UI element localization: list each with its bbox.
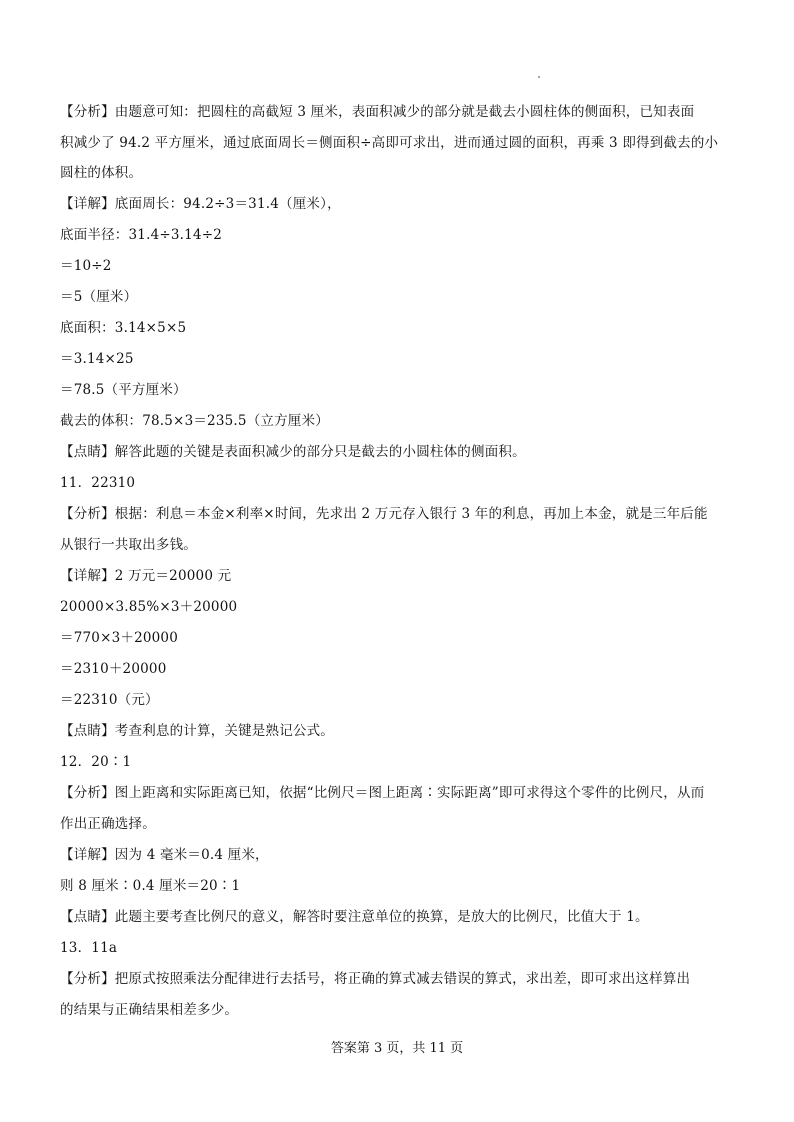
scan-speck [538,76,540,78]
text-line: 【分析】根据：利息＝本金×利率×时间，先求出 2 万元存入银行 3 年的利息，再加上本金，就是三年后能 [60,506,708,522]
text-line: 【详解】底面周长：94.2÷3＝31.4（厘米）， [60,196,341,212]
text-line: 作出正确选择。 [60,816,156,832]
answer-number: 12．20∶1 [60,754,132,770]
text-line: 的结果与正确结果相差多少。 [60,1002,239,1018]
text-line: 底面半径：31.4÷3.14÷2 [60,227,223,243]
text-line: ＝78.5（平方厘米） [60,382,187,398]
text-line: 底面积：3.14×5×5 [60,320,187,336]
text-line: 圆柱的体积。 [60,165,143,181]
text-line: 截去的体积：78.5×3＝235.5（立方厘米） [60,413,329,429]
text-line: 从银行一共取出多钱。 [60,537,197,553]
text-line: ＝10÷2 [60,258,112,274]
text-line: 【详解】因为 4 毫米＝0.4 厘米， [60,847,269,863]
text-line: 【点睛】此题主要考查比例尺的意义，解答时要注意单位的换算，是放大的比例尺，比值大于 1。 [60,909,649,925]
answer-number: 13．11a [60,940,118,956]
text-line: ＝5（厘米） [60,289,138,305]
text-line: 则 8 厘米∶0.4 厘米＝20∶1 [60,878,241,894]
text-line: 【分析】把原式按照乘法分配律进行去括号，将正确的算式减去错误的算式，求出差，即可求出这样算出 [60,971,691,987]
text-line: 【详解】2 万元＝20000 元 [60,568,232,584]
text-line: 20000×3.85%×3＋20000 [60,599,238,615]
text-line: ＝3.14×25 [60,351,134,367]
text-line: ＝2310＋20000 [60,661,167,677]
text-line: ＝22310（元） [60,692,159,708]
text-line: 【分析】图上距离和实际距离已知，依据“比例尺＝图上距离∶实际距离”即可求得这个零件的比例尺，从而 [60,785,705,801]
text-line: 【点睛】考查利息的计算，关键是熟记公式。 [60,723,334,739]
answer-number: 11．22310 [60,475,136,491]
text-line: 【分析】由题意可知：把圆柱的高截短 3 厘米，表面积减少的部分就是截去小圆柱体的侧面积，已知表面 [60,104,695,120]
text-line: ＝770×3＋20000 [60,630,179,646]
text-line: 【点睛】解答此题的关键是表面积减少的部分只是截去的小圆柱体的侧面积。 [60,444,526,460]
page-footer: 答案第 3 页，共 11 页 [330,1041,464,1056]
text-line: 积减少了 94.2 平方厘米，通过底面周长＝侧面积÷高即可求出，进而通过圆的面积，再乘 3 即得到截去的小 [60,135,719,151]
